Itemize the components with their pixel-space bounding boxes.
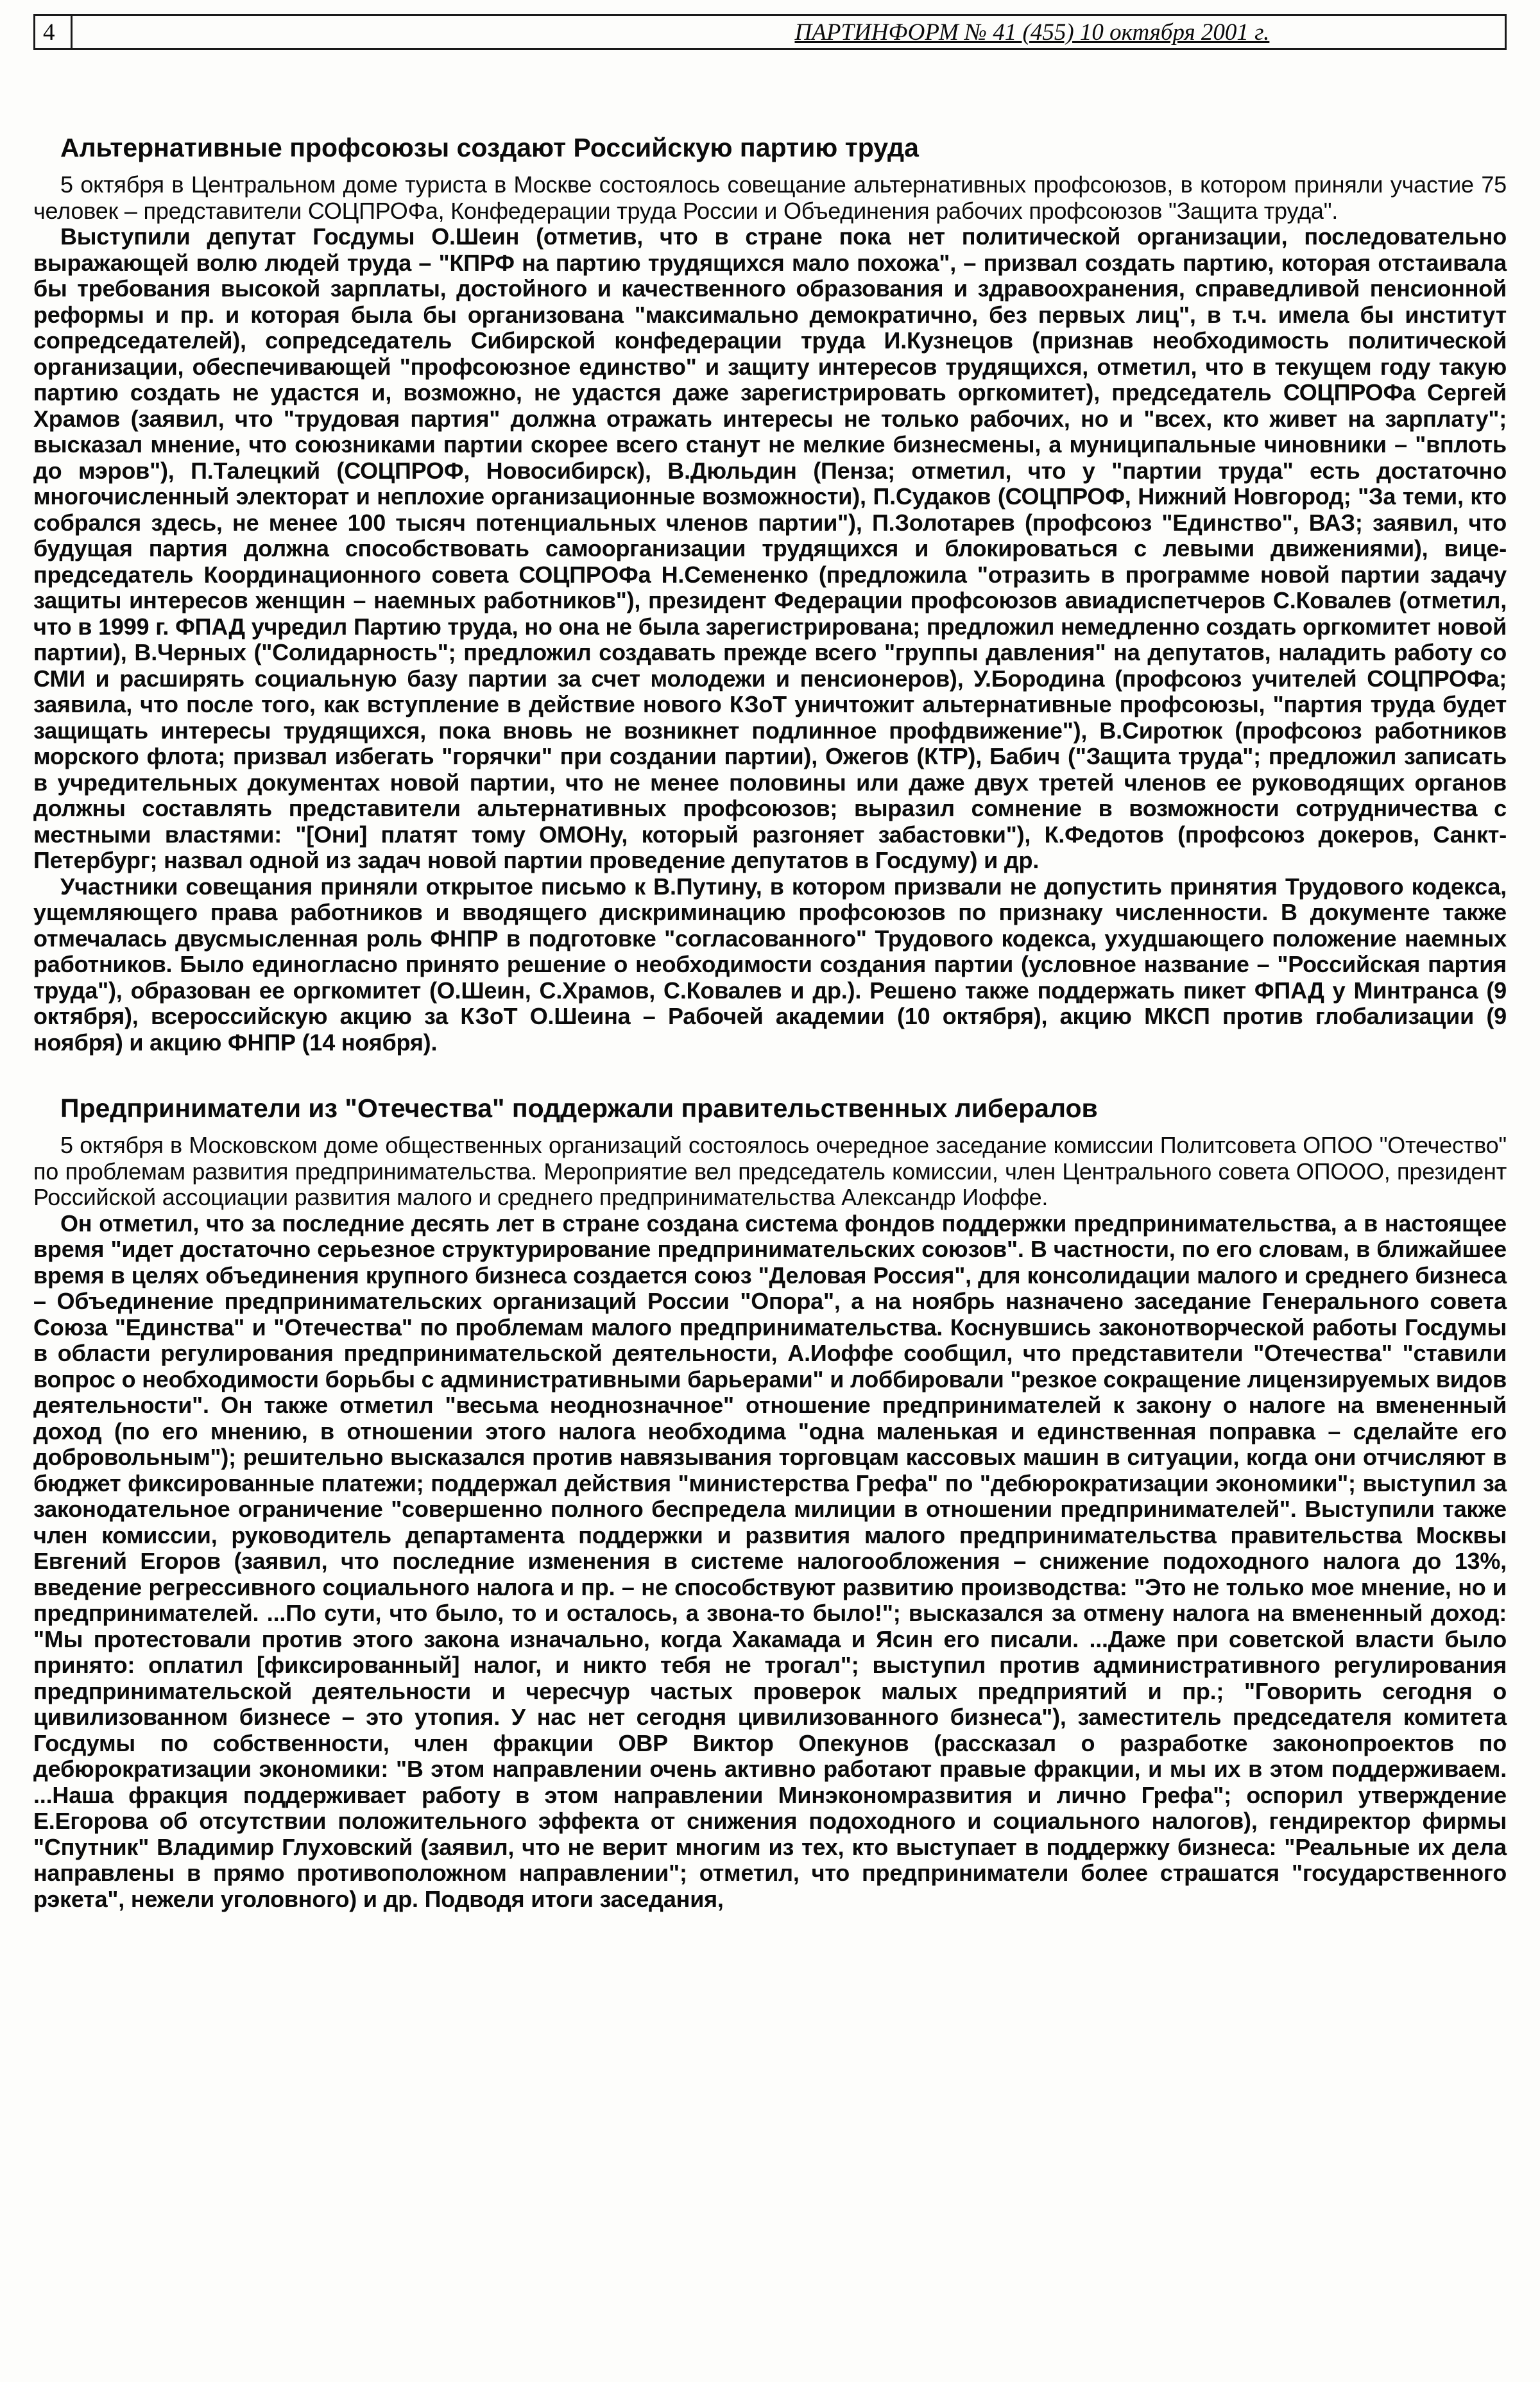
article-trade-unions [33,132,1507,1056]
page-content [33,132,1507,1912]
article-paragraph: Он отметил, что за последние десять лет в стране создана система фондов поддержки предпринимательства, а в настоящее время "идет достаточно серьезное структурирование предпринимательских союзов". В частности, по его словам, в ближайшее время в целях объединения крупного бизнеса создается союз "Деловая Россия", для консолидации малого и среднего бизнеса – Объединение предпринимательских организаций России "Опора", а на ноябрь назначено заседание Генерального совета Союза "Единства" и "Отечества" по проблемам малого предпринимательства. Коснувшись законотворческой работы Госдумы в области регулирования предпринимательской деятельности, А.Иоффе сообщил, что представители "Отечества" "ставили вопрос о необходимости борьбы с административными барьерами" и лоббировали "резкое сокращение лицензируемых видов деятельности". Он также отметил "весьма неоднозначное" отношение предпринимателей к закону о налоге на вмененный доход (по его мнению, в отношении этого налога необходима "одна маленькая и единственная поправка – сделайте его добровольным"); решительно высказался против навязывания торговцам кассовых машин в ситуации, когда они отчисляют в бюджет фиксированные платежи; поддержал действия "министерства Грефа" по "дебюрократизации экономики"; выступил за законодательное ограничение "совершенно полного беспредела милиции в отношении предпринимателей". Выступили также член комиссии, руководитель департамента поддержки и развития малого предпринимательства правительства Москвы Евгений Егоров (заявил, что последние изменения в системе налогообложения – снижение подоходного налога до 13%, введение регрессивного социального налога и пр. – не способствуют развитию производства: "Это не только мое мнение, но и предпринимателей. ...По сути, что было, то и осталось, а звона-то было!"; высказался за отмену налога на вмененный доход: "Мы протестовали против этого закона изначально, когда Хакамада и Ясин его писали. ...Даже при советской власти было принято: оплатил [фиксированный] налог, и никто тебя не трогал"; выступил против административного регулирования предпринимательской деятельности и чересчур частых проверок малых предприятий и пр.; "Говорить сегодня о цивилизованном бизнесе – это утопия. У нас нет сегодня цивилизованного бизнеса"), заместитель председателя комитета Госдумы по собственности, член фракции ОВР Виктор Опекунов (рассказал о разработке законопроектов по дебюрократизации экономики: "В этом направлении очень активно работают правые фракции, и мы их в этом поддерживаем. ...Наша фракция поддерживает работу в этом направлении Минэкономразвития и лично Грефа"; оспорил утверждение Е.Егорова об отсутствии положительного эффекта от снижения подоходного и социального налогов), гендиректор фирмы "Спутник" Владимир Глуховский (заявил, что не верит многим из тех, кто выступает в поддержку бизнеса: "Реальные их дела направлены в прямо противоположном направлении"; отметил, что предприниматели более страшатся "государственного рэкета", нежели уголовного) и др. Подводя итоги заседания, [33,1210,1507,1912]
page-number: 4 [35,16,73,48]
article-paragraph: 5 октября в Московском доме общественных организаций состоялось очередное заседание комиссии Политсовета ОПОО "Отечество" по проблемам развития предпринимательства. Мероприятие вел председатель комиссии, член Центрального совета ОПООО, президент Российской ассоциации развития малого и среднего предпринимательства Александр Иоффе. [33,1132,1507,1210]
article-paragraph: Участники совещания приняли открытое письмо к В.Путину, в котором призвали не допустить принятия Трудового кодекса, ущемляющего права работников и вводящего дискриминацию профсоюзов по признаку численности. В документе также отмечалась двусмысленная роль ФНПР в подготовке "согласованного" Трудового кодекса, ухудшающего положение наемных работников. Было единогласно принято решение о необходимости создания партии (условное название – "Российская партия труда"), образован ее оргкомитет (О.Шеин, С.Храмов, С.Ковалев и др.). Решено также поддержать пикет ФПАД у Минтранса (9 октября), всероссийскую акцию за КЗоТ О.Шеина – Рабочей академии (10 октября), акцию МКСП против глобализации (9 ноября) и акцию ФНПР (14 ноября). [33,873,1507,1056]
article-title: Альтернативные профсоюзы создают Российскую партию труда [60,133,919,162]
header-spacer [73,16,560,48]
header-title-wrap [560,16,1505,48]
article-title: Предприниматели из "Отечества" поддержали правительственных либералов [60,1093,1098,1123]
article-paragraph: 5 октября в Центральном доме туриста в Москве состоялось совещание альтернативных профсоюзов, в котором приняли участие 75 человек – представители СОЦПРОФа, Конфедерации труда России и Объединения рабочих профсоюзов "Защита труда". [33,171,1507,224]
newsletter-masthead: ПАРТИНФОРМ № 41 (455) 10 октября 2001 г. [794,19,1270,46]
article-paragraph: Выступили депутат Госдумы О.Шеин (отметив, что в стране пока нет политической организации, последовательно выражающей волю людей труда – "КПРФ на партию трудящихся мало похожа", – призвал создать партию, которая отстаивала бы требования высокой зарплаты, достойного и качественного образования и здравоохранения, справедливой пенсионной реформы и пр. и которая была бы организована "максимально демократично, без первых лиц", в т.ч. имела бы институт сопредседателей), сопредседатель Сибирской конфедерации труда И.Кузнецов (признав необходимость политической организации, обеспечивающей "профсоюзное единство" и защиту интересов трудящихся, отметил, что в текущем году такую партию создать не удастся и, возможно, не удастся даже зарегистрировать оргкомитет), председатель СОЦПРОФа Сергей Храмов (заявил, что "трудовая партия" должна отражать интересы не только рабочих, но и "всех, кто живет на зарплату"; высказал мнение, что союзниками партии скорее всего станут не мелкие бизнесмены, а муниципальные чиновники – "вплоть до мэров"), П.Талецкий (СОЦПРОФ, Новосибирск), В.Дюльдин (Пенза; отметил, что у "партии труда" есть достаточно многочисленный электорат и неплохие организационные возможности), П.Судаков (СОЦПРОФ, Нижний Новгород; "За теми, кто собрался здесь, не менее 100 тысяч потенциальных членов партии"), П.Золотарев (профсоюз "Единство", ВАЗ; заявил, что будущая партия должна способствовать самоорганизации трудящихся и блокироваться с левыми движениями), вице-председатель Координационного совета СОЦПРОФа Н.Семененко (предложила "отразить в программе новой партии задачу защиты интересов женщин – наемных работников"), президент Федерации профсоюзов авиадиспетчеров С.Ковалев (отметил, что в 1999 г. ФПАД учредил Партию труда, но она не была зарегистрирована; предложил немедленно создать оргкомитет новой партии), В.Черных ("Солидарность"; предложил создавать прежде всего "группы давления" на депутатов, наладить работу со СМИ и расширять социальную базу партии за счет молодежи и пенсионеров), У.Бородина (профсоюз учителей СОЦПРОФа; заявила, что после того, как вступление в действие нового КЗоТ уничтожит альтернативные профсоюзы, "партия труда будет защищать интересы трудящихся, пока вновь не возникнет подлинное профдвижение"), В.Сиротюк (профсоюз работников морского флота; призвал избегать "горячки" при создании партии), Ожегов (КТР), Бабич ("Защита труда"; предложил записать в учредительных документах новой партии, что не менее половины или даже двух третей членов ее руководящих органов должны составлять представители альтернативных профсоюзов; выразил сомнение в возможности сотрудничества с местными властями: "[Они] платят тому ОМОНу, который разгоняет забастовки"), К.Федотов (профсоюз докеров, Санкт-Петербург; назвал одной из задач новой партии проведение депутатов в Госдуму) и др. [33,223,1507,873]
page-header [33,14,1507,50]
article-entrepreneurs [33,1093,1507,1912]
